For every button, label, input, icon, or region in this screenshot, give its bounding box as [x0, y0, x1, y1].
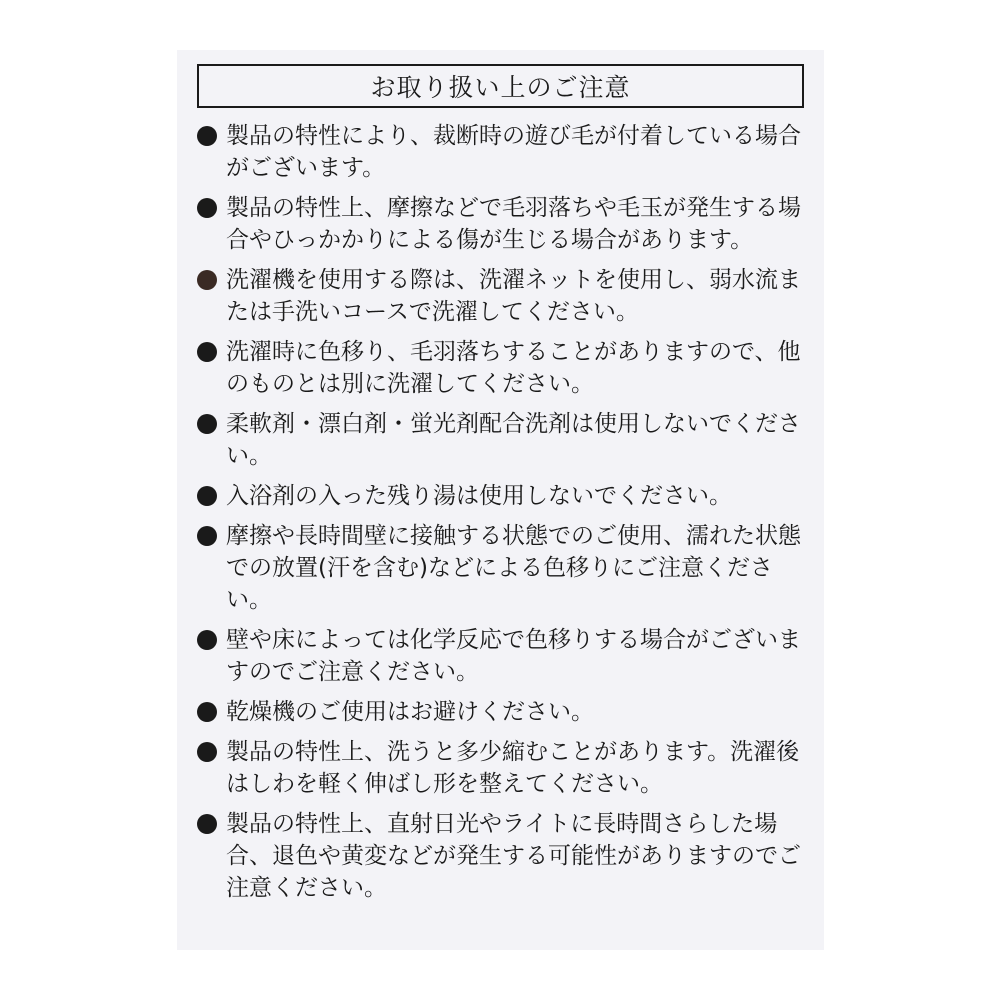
page-title: お取り扱い上のご注意 — [197, 64, 804, 108]
bullet-icon — [197, 526, 217, 546]
list-item — [197, 264, 809, 328]
list-item-text: 柔軟剤・漂白剤・蛍光剤配合洗剤は使用しないでください。 — [226, 411, 801, 469]
list-item — [197, 480, 809, 512]
list-item-text: 摩擦や長時間壁に接触する状態でのご使用、濡れた状態での放置(汗を含む)などによる色移りにご注意ください。 — [226, 523, 801, 613]
care-instructions-card — [177, 50, 824, 950]
list-item-text: 入浴剤の入った残り湯は使用しないでください。 — [226, 483, 732, 509]
list-item-text: 乾燥機のご使用はお避けください。 — [226, 699, 594, 725]
bullet-icon — [197, 486, 217, 506]
list-item-text: 製品の特性上、直射日光やライトに長時間さらした場合、退色や黄変などが発生する可能性がありますのでご注意ください。 — [226, 811, 801, 901]
list-item — [197, 192, 809, 256]
list-item-text: 製品の特性により、裁断時の遊び毛が付着している場合がございます。 — [226, 123, 801, 181]
list-item-text: 洗濯時に色移り、毛羽落ちすることがありますので、他のものとは別に洗濯してください。 — [226, 339, 801, 397]
caution-list — [197, 120, 809, 912]
list-item — [197, 808, 809, 904]
list-item-text: 洗濯機を使用する際は、洗濯ネットを使用し、弱水流または手洗いコースで洗濯してください。 — [226, 267, 801, 325]
list-item — [197, 336, 809, 400]
list-item-text: 製品の特性上、洗うと多少縮むことがあります。洗濯後はしわを軽く伸ばし形を整えてください。 — [226, 739, 800, 797]
list-item-text: 製品の特性上、摩擦などで毛羽落ちや毛玉が発生する場合やひっかかりによる傷が生じる場合があります。 — [226, 195, 801, 253]
bullet-icon — [197, 198, 217, 218]
bullet-icon — [197, 270, 217, 290]
list-item-text: 壁や床によっては化学反応で色移りする場合がございますのでご注意ください。 — [226, 627, 801, 685]
list-item — [197, 120, 809, 184]
bullet-icon — [197, 414, 217, 434]
bullet-icon — [197, 702, 217, 722]
list-item — [197, 624, 809, 688]
bullet-icon — [197, 342, 217, 362]
bullet-icon — [197, 742, 217, 762]
list-item — [197, 736, 809, 800]
list-item — [197, 408, 809, 472]
list-item — [197, 520, 809, 616]
bullet-icon — [197, 630, 217, 650]
list-item — [197, 696, 809, 728]
bullet-icon — [197, 814, 217, 834]
bullet-icon — [197, 126, 217, 146]
